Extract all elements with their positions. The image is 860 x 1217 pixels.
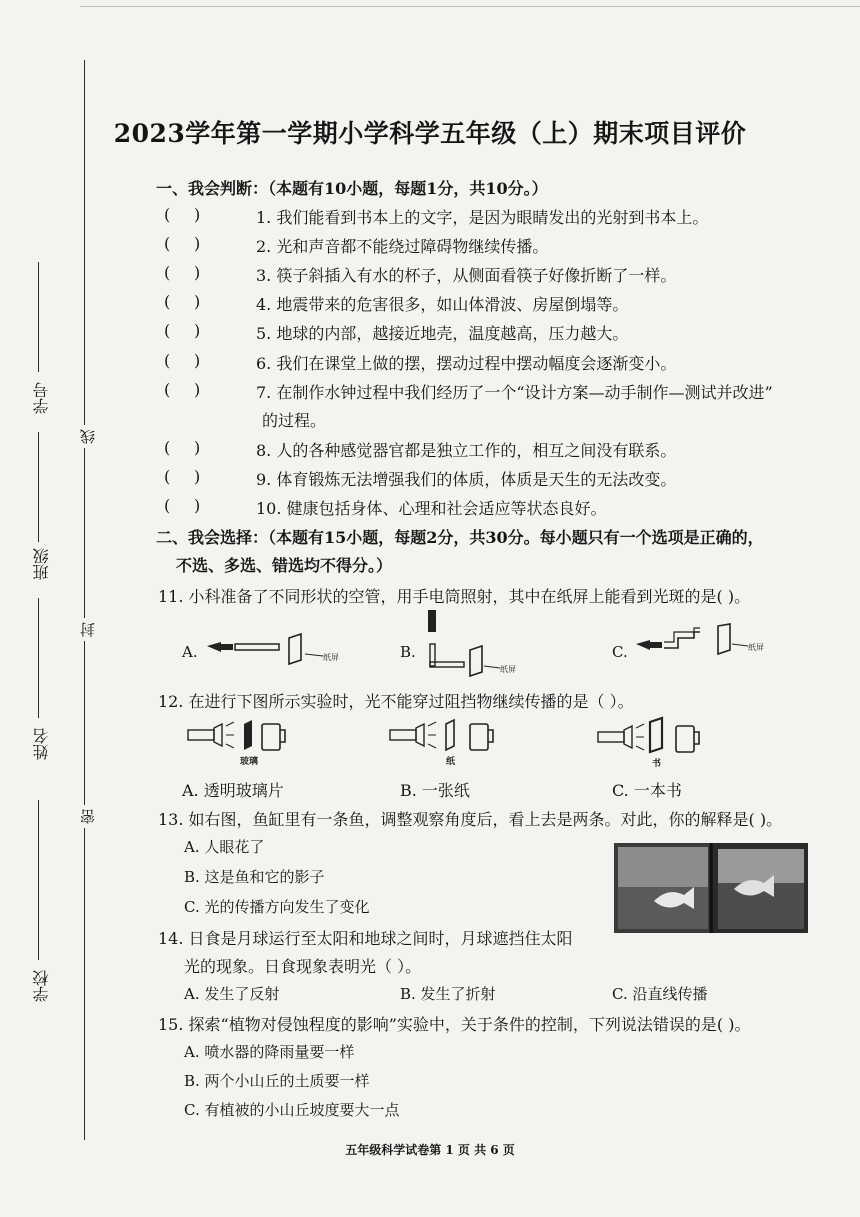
q11-option-b[interactable]: B. bbox=[400, 643, 416, 661]
q15-option-b[interactable]: B. 两个小山丘的土质要一样 bbox=[184, 1072, 370, 1090]
answer-blank[interactable]: ) bbox=[194, 380, 201, 399]
q14-stem: 14. 日食是月球运行至太阳和地球之间时，月球遮挡住太阳 bbox=[158, 929, 573, 948]
answer-paren-left: ( bbox=[164, 496, 171, 515]
answer-blank[interactable]: ) bbox=[194, 496, 201, 515]
q13-stem: 13. 如右图，鱼缸里有一条鱼，调整观察角度后，看上去是两条。对此，你的解释是( )。 bbox=[158, 810, 783, 829]
item-text: 2. 光和声音都不能绕过障碍物继续传播。 bbox=[256, 237, 549, 256]
answer-paren-left: ( bbox=[164, 234, 171, 253]
binding-line bbox=[38, 262, 39, 372]
answer-paren-left: ( bbox=[164, 380, 171, 399]
fish-tank-photo bbox=[614, 843, 808, 933]
item-text: 9. 体育锻炼无法增强我们的体质，体质是天生的无法改变。 bbox=[256, 470, 677, 489]
item-text: 4. 地震带来的危害很多，如山体滑波、房屋倒塌等。 bbox=[256, 295, 629, 314]
seal-mark-line: 线 bbox=[77, 425, 98, 448]
q13-option-c[interactable]: C. 光的传播方向发生了变化 bbox=[184, 898, 370, 916]
item-text: 1. 我们能看到书本上的文字，是因为眼睛发出的光射到书本上。 bbox=[256, 208, 709, 227]
q11-option-a[interactable]: A. bbox=[182, 643, 198, 661]
fig-label-paper: 纸 bbox=[446, 757, 456, 767]
scan-edge bbox=[80, 0, 860, 7]
binding-line bbox=[38, 598, 39, 718]
q13-option-b[interactable]: B. 这是鱼和它的影子 bbox=[184, 868, 325, 886]
name-label: 姓名 bbox=[32, 728, 51, 760]
q12-stem: 12. 在进行下图所示实验时，光不能穿过阻挡物继续传播的是（ ）。 bbox=[158, 692, 634, 711]
answer-paren-left: ( bbox=[164, 205, 171, 224]
fig-label-glass: 玻璃 bbox=[240, 757, 259, 767]
class-label: 班级 bbox=[32, 548, 51, 580]
item-text: 6. 我们在课堂上做的摆，摆动过程中摆动幅度会逐渐变小。 bbox=[256, 354, 677, 373]
q11-stem: 11. 小科准备了不同形状的空管，用手电筒照射，其中在纸屏上能看到光斑的是( )。 bbox=[158, 587, 751, 606]
q12-option-b[interactable]: B. 一张纸 bbox=[400, 781, 470, 800]
answer-paren-left: ( bbox=[164, 351, 171, 370]
fig-label-book: 书 bbox=[652, 759, 662, 769]
judgment-item bbox=[164, 351, 676, 374]
judgment-item bbox=[164, 438, 676, 461]
q14-option-b[interactable]: B. 发生了折射 bbox=[400, 985, 496, 1003]
answer-blank[interactable]: ) bbox=[194, 321, 201, 340]
q13-option-a[interactable]: A. 人眼花了 bbox=[184, 838, 265, 856]
judgment-item bbox=[164, 467, 676, 490]
answer-blank[interactable]: ) bbox=[194, 351, 201, 370]
q11-figure-b bbox=[420, 608, 530, 678]
exam-title: 2023学年第一学期小学科学五年级（上）期末项目评价 bbox=[113, 119, 747, 148]
answer-blank[interactable]: ) bbox=[194, 234, 201, 253]
item-text: 3. 筷子斜插入有水的杯子，从侧面看筷子好像折断了一样。 bbox=[256, 266, 677, 285]
judgment-item bbox=[164, 496, 607, 519]
seal-mark-seal: 封 bbox=[77, 618, 98, 641]
judgment-item bbox=[164, 321, 628, 344]
q12-option-a[interactable]: A. 透明玻璃片 bbox=[182, 781, 284, 800]
item-text: 8. 人的各种感觉器官都是独立工作的，相互之间没有联系。 bbox=[256, 441, 677, 460]
answer-paren-left: ( bbox=[164, 321, 171, 340]
q15-stem: 15. 探索“植物对侵蚀程度的影响”实验中，关于条件的控制，下列说法错误的是( )。 bbox=[158, 1015, 751, 1034]
answer-blank[interactable]: ) bbox=[194, 205, 201, 224]
answer-blank[interactable]: ) bbox=[194, 263, 201, 282]
answer-paren-left: ( bbox=[164, 467, 171, 486]
screen-label: 纸屏 bbox=[748, 643, 764, 652]
q15-option-a[interactable]: A. 喷水器的降雨量要一样 bbox=[184, 1043, 355, 1061]
answer-blank[interactable]: ) bbox=[194, 467, 201, 486]
section2-heading-cont: 不选、多选、错选均不得分。） bbox=[176, 556, 393, 575]
seal-mark-secret: 密 bbox=[77, 805, 98, 828]
screen-label: 纸屏 bbox=[500, 665, 516, 674]
q11-option-c[interactable]: C. bbox=[612, 643, 628, 661]
item-text: 5. 地球的内部，越接近地壳，温度越高，压力越大。 bbox=[256, 324, 629, 343]
item-text: 7. 在制作水钟过程中我们经历了一个“设计方案—动手制作—测试并改进” bbox=[256, 383, 773, 402]
q14-option-a[interactable]: A. 发生了反射 bbox=[184, 985, 280, 1003]
student-id-label: 学号 bbox=[32, 382, 51, 414]
answer-paren-left: ( bbox=[164, 438, 171, 457]
judgment-item bbox=[164, 263, 676, 286]
judgment-item bbox=[164, 380, 773, 403]
binding-line bbox=[38, 432, 39, 542]
q11-figure-c bbox=[634, 624, 774, 664]
judgment-item bbox=[164, 205, 708, 228]
q14-stem-cont: 光的现象。日食现象表明光（ ）。 bbox=[184, 957, 422, 976]
q12-figure-paper bbox=[388, 718, 498, 768]
item-text: 10. 健康包括身体、心理和社会适应等状态良好。 bbox=[256, 499, 607, 518]
binding-line bbox=[38, 800, 39, 960]
answer-paren-left: ( bbox=[164, 263, 171, 282]
school-label: 学校 bbox=[32, 970, 51, 1002]
q15-option-c[interactable]: C. 有植被的小山丘坡度要大一点 bbox=[184, 1101, 400, 1119]
q11-figure-a bbox=[205, 632, 345, 672]
answer-blank[interactable]: ) bbox=[194, 438, 201, 457]
section1-heading: 一、我会判断：（本题有10小题，每题1分，共10分。） bbox=[156, 179, 548, 198]
q12-option-c[interactable]: C. 一本书 bbox=[612, 781, 682, 800]
judgment-item bbox=[164, 292, 628, 315]
q12-figure-glass bbox=[186, 718, 296, 768]
page-footer: 五年级科学试卷第 1 页 共 6 页 bbox=[345, 1143, 515, 1157]
q12-figure-book bbox=[596, 716, 706, 768]
q14-option-c[interactable]: C. 沿直线传播 bbox=[612, 985, 708, 1003]
seal-line bbox=[84, 60, 85, 1140]
section2-heading: 二、我会选择：（本题有15小题，每题2分，共30分。每小题只有一个选项是正确的， bbox=[156, 528, 764, 547]
answer-paren-left: ( bbox=[164, 292, 171, 311]
item-text-continued: 的过程。 bbox=[262, 411, 327, 430]
answer-blank[interactable]: ) bbox=[194, 292, 201, 311]
judgment-item bbox=[164, 234, 548, 257]
screen-label: 纸屏 bbox=[323, 653, 339, 662]
